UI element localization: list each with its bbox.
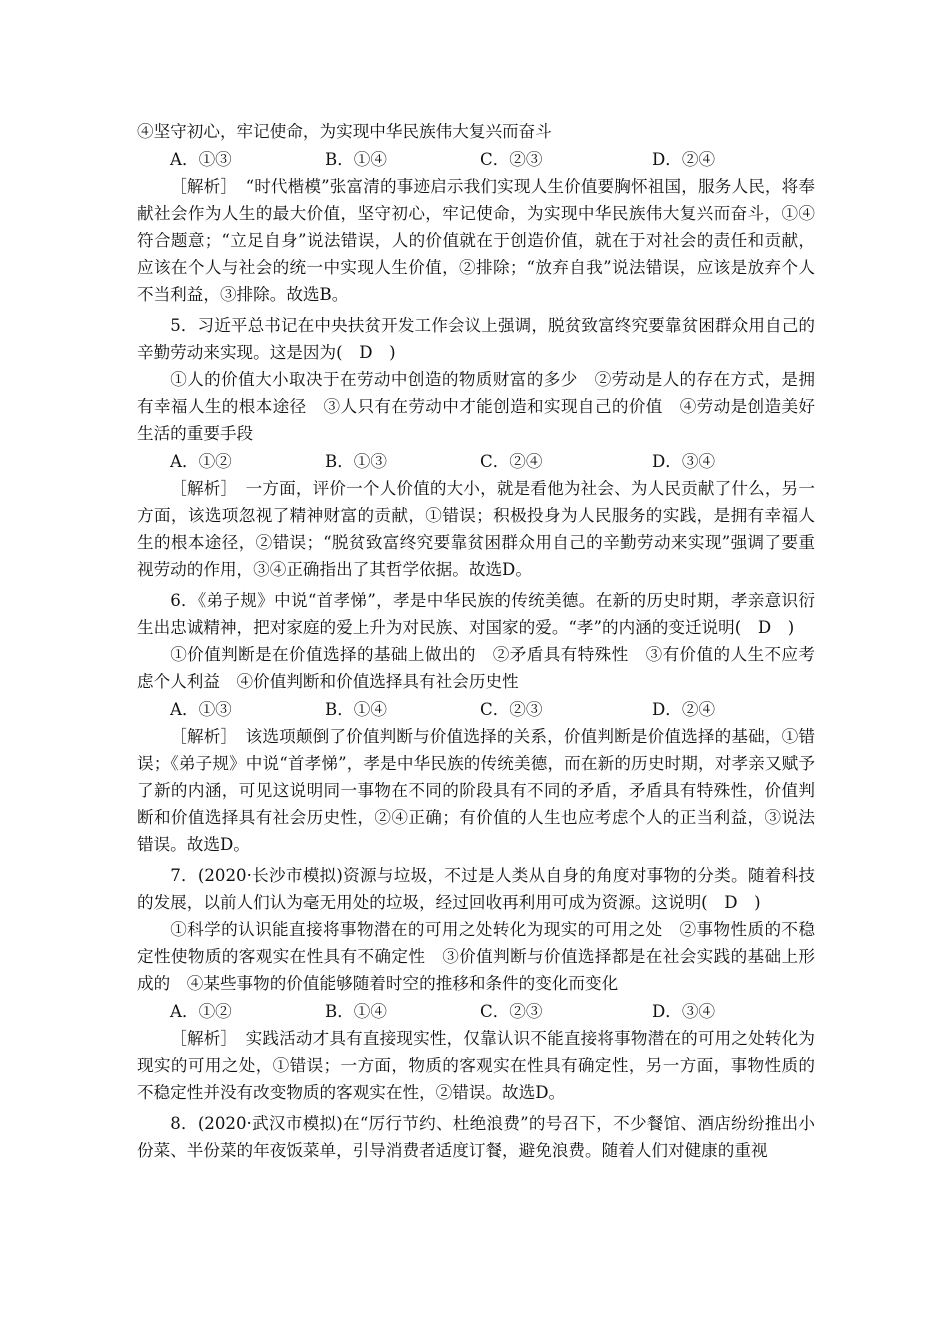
q6-analysis: ［解析］ 该选项颠倒了价值判断与价值选择的关系，价值判断是价值选择的基础，①错误；《弟子规》中说“首孝悌”，孝是中华民族的传统美德，而在新的历史时期，对孝亲又赋予了新的内涵，可见这说明同一事物在不同的阶段具有不同的矛盾，矛盾具有特殊性，价值判断和价值选择具有社会历史性，②④正确；有价值的人生也应考虑个人的正当利益，③说法错误。故选D。 xyxy=(137,727,815,854)
q7-stem: 7．(2020·长沙市模拟)资源与垃圾，不过是人类从自身的角度对事物的分类。随着科技的发展，以前人们认为毫无用处的垃圾，经过回收再利用可成为资源。这说明( D ) xyxy=(137,866,815,912)
q5-items: ①人的价值大小取决于在劳动中创造的物质财富的多少 ②劳动是人的存在方式，是拥有幸福人生的根本途径 ③人只有在劳动中才能创造和实现自己的价值 ④劳动是创造美好生活的重要手段 xyxy=(137,370,815,443)
q5-stem: 5．习近平总书记在中央扶贫开发工作会议上强调，脱贫致富终究要靠贫困群众用自己的辛勤劳动来实现。这是因为( D ) xyxy=(137,316,815,362)
q5-option-a: A．①② xyxy=(170,452,232,471)
q7-items: ①科学的认识能直接将事物潜在的可用之处转化为现实的可用之处 ②事物性质的不稳定性使物质的客观实在性具有不确定性 ③价值判断与价值选择都是在社会实践的基础上形成的 ④某些事物的价值能够随着时空的推移和条件的变化而变化 xyxy=(137,920,815,993)
q6-option-c: C．②③ xyxy=(480,700,543,719)
q6-options xyxy=(137,696,815,723)
q4-option-b: B．①④ xyxy=(325,150,387,169)
q7-option-a: A．①② xyxy=(170,1002,232,1021)
q7-options xyxy=(137,998,815,1025)
q4-option-a: A．①③ xyxy=(170,150,232,169)
q5-option-d: D．③④ xyxy=(652,452,716,471)
q4-option-d: D．②④ xyxy=(652,150,716,169)
q6-stem: 6．《弟子规》中说“首孝悌”，孝是中华民族的传统美德。在新的历史时期，孝亲意识衍生出忠诚精神，把对家庭的爱上升为对民族、对国家的爱。“孝”的内涵的变迁说明( D ) xyxy=(137,591,815,637)
q6-option-a: A．①③ xyxy=(170,700,232,719)
q4-item-4: ④坚守初心，牢记使命，为实现中华民族伟大复兴而奋斗 xyxy=(137,122,552,141)
q7-option-b: B．①④ xyxy=(325,1002,387,1021)
q4-options xyxy=(137,146,815,173)
q4-option-c: C．②③ xyxy=(480,150,543,169)
q6-items: ①价值判断是在价值选择的基础上做出的 ②矛盾具有特殊性 ③有价值的人生不应考虑个人利益 ④价值判断和价值选择具有社会历史性 xyxy=(137,645,815,691)
q4-analysis: ［解析］ “时代楷模”张富清的事迹启示我们实现人生价值要胸怀祖国，服务人民，将奉献社会作为人生的最大价值，坚守初心，牢记使命，为实现中华民族伟大复兴而奋斗，①④符合题意；“立足自身”说法错误，人的价值就在于创造价值，就在于对社会的责任和贡献，应该在个人与社会的统一中实现人生价值，②排除；“放弃自我”说法错误，应该是放弃个人不当利益，③排除。故选B。 xyxy=(137,177,815,304)
q7-analysis: ［解析］ 实践活动才具有直接现实性，仅靠认识不能直接将事物潜在的可用之处转化为现实的可用之处，①错误；一方面，物质的客观实在性具有确定性，另一方面，事物性质的不稳定性并没有改变物质的客观实在性，②错误。故选D。 xyxy=(137,1029,815,1102)
q6-option-b: B．①④ xyxy=(325,700,387,719)
q7-option-d: D．③④ xyxy=(652,1002,716,1021)
q8-stem: 8．(2020·武汉市模拟)在“厉行节约、杜绝浪费”的号召下，不少餐馆、酒店纷纷推出小份菜、半份菜的年夜饭菜单，引导消费者适度订餐，避免浪费。随着人们对健康的重视 xyxy=(137,1114,815,1160)
document-body xyxy=(137,118,815,1164)
q5-options xyxy=(137,448,815,475)
q5-option-b: B．①③ xyxy=(325,452,387,471)
q5-option-c: C．②④ xyxy=(480,452,543,471)
q7-option-c: C．②③ xyxy=(480,1002,543,1021)
q5-analysis: ［解析］ 一方面，评价一个人价值的大小，就是看他为社会、为人民贡献了什么，另一方面，该选项忽视了精神财富的贡献，①错误；积极投身为人民服务的实践，是拥有幸福人生的根本途径，②错误；“脱贫致富终究要靠贫困群众用自己的辛勤劳动来实现”强调了要重视劳动的作用，③④正确指出了其哲学依据。故选D。 xyxy=(137,479,815,579)
q6-option-d: D．②④ xyxy=(652,700,716,719)
